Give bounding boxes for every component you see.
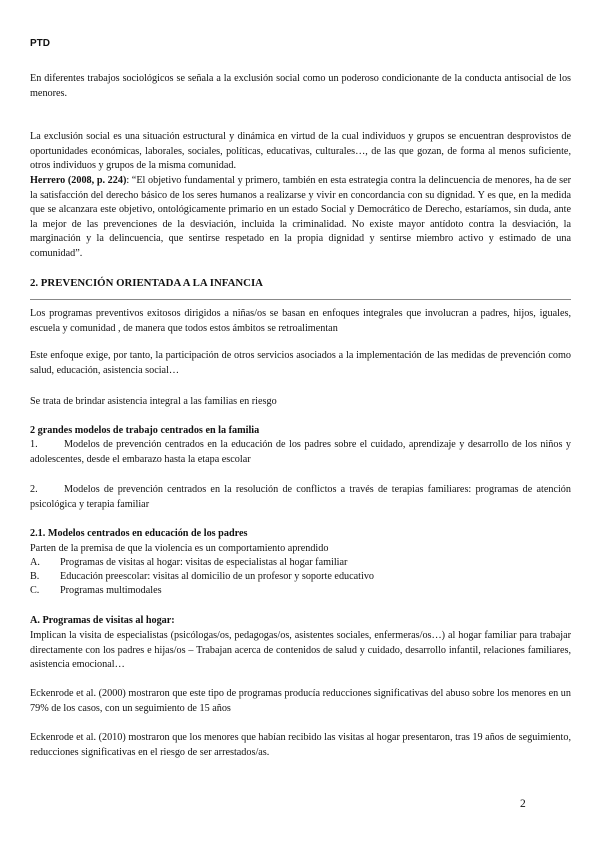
paragraph-programs: Los programas preventivos exitosos dirigidos a niñas/os se basan en enfoques integrales que involucran a padres, hijos, iguales, escuela y comunidad , de manera que todos estos ámbitos se retroalimentan <box>30 308 571 334</box>
paragraph-approach: Este enfoque exige, por tanto, la participación de otros servicios asociados a la implementación de las medidas de prevención como salud, educación, asistencia social… <box>30 350 571 376</box>
list-letter-c: C. <box>30 585 40 596</box>
quote-author: Herrero (2008, p. 224) <box>30 175 127 186</box>
models-title: 2 grandes modelos de trabajo centrados en la familia <box>30 425 260 436</box>
paragraph-quote <box>30 174 571 262</box>
paragraph-exclusion: La exclusión social es una situación estructural y dinámica en virtud de la cual individuos y grupos se encuentran desprovistos de oportunidades económicas, laborales, sociales, políticas, educativas, culturales…, de las que gozan, de forma al menos suficiente, otros individuos y grupos de la misma comunidad. <box>30 131 571 172</box>
model-number-1: 1. <box>30 439 38 450</box>
model-item-1 <box>30 438 571 467</box>
list-text-b: Educación preescolar: visitas al domicilio de un profesor y soporte educativo <box>60 571 375 582</box>
paragraph-intro: En diferentes trabajos sociológicos se señala a la exclusión social como un poderoso condicionante de la conducta antisocial de los menores. <box>30 73 571 99</box>
list-item-a <box>30 556 571 571</box>
section-divider <box>30 299 571 300</box>
page-number: 2 <box>520 798 526 810</box>
section-2-title: 2. PREVENCIÓN ORIENTADA A LA INFANCIA <box>30 277 263 289</box>
model-text-2: Modelos de prevención centrados en la resolución de conflictos a través de terapias familiares: programas de atención psicológica y terapia familiar <box>30 484 571 510</box>
list-item-c <box>30 584 571 599</box>
paragraph-eckenrode-2000: Eckenrode et al. (2000) mostraron que este tipo de programas producía reducciones significativas del abuso sobre los menores en un 79% de los casos, con un seguimiento de 15 años <box>30 688 571 714</box>
list-item-b <box>30 570 571 585</box>
section-a-title: A. Programas de visitas al hogar: <box>30 615 175 626</box>
paragraph-visits: Implican la visita de especialistas (psicólogas/os, pedagogas/os, asistentes sociales, enfermeras/os…) al hogar familiar para trabajar directamente con los padres e hijas/os – Trabajan acerca de contenidos de salud y cuidado, desarrollo infantil, relaciones familiares, asistencia emocional… <box>30 630 571 671</box>
list-text-a: Programas de visitas al hogar: visitas de especialistas al hogar familiar <box>60 557 348 568</box>
model-text-1: Modelos de prevención centrados en la educación de los padres sobre el cuidado, aprendizaje y desarrollo de los niños y adolescentes, desde el embarazo hasta la etapa escolar <box>30 439 571 465</box>
paragraph-assist: Se trata de brindar asistencia integral a las familias en riesgo <box>30 396 277 407</box>
page-header: PTD <box>30 38 50 49</box>
section-2-1-title: 2.1. Modelos centrados en educación de los padres <box>30 528 248 539</box>
list-text-c: Programas multimodales <box>60 585 162 596</box>
quote-text: : “El objetivo fundamental y primero, también en esta estrategia contra la delincuencia de menores, ha de ser la satisfacción del derecho básico de los seres humanos a realizarse y vivir en concordancia con su dignidad. Y es que, en la medida que se alcanzara este objetivo, ontológicamente primario en un estado Social y Democrático de Derecho, estaríamos, sin duda, ante la mejor de las prevenciones de la desviación, incluida la criminalidad. No existe mayor antídoto contra la desviación, la marginación y la delincuencia, que sentirse respetado en la propia dignidad y sentirse miembro activo y estimado de una comunidad”. <box>30 175 571 259</box>
model-item-2 <box>30 483 571 512</box>
list-letter-a: A. <box>30 557 40 568</box>
paragraph-eckenrode-2010: Eckenrode et al. (2010) mostraron que los menores que habían recibido las visitas al hogar presentaron, tras 19 años de seguimiento, reducciones significativas en el riesgo de ser arrestados/as. <box>30 732 571 758</box>
model-number-2: 2. <box>30 484 38 495</box>
paragraph-premise: Parten de la premisa de que la violencia es un comportamiento aprendido <box>30 543 329 554</box>
list-letter-b: B. <box>30 571 40 582</box>
